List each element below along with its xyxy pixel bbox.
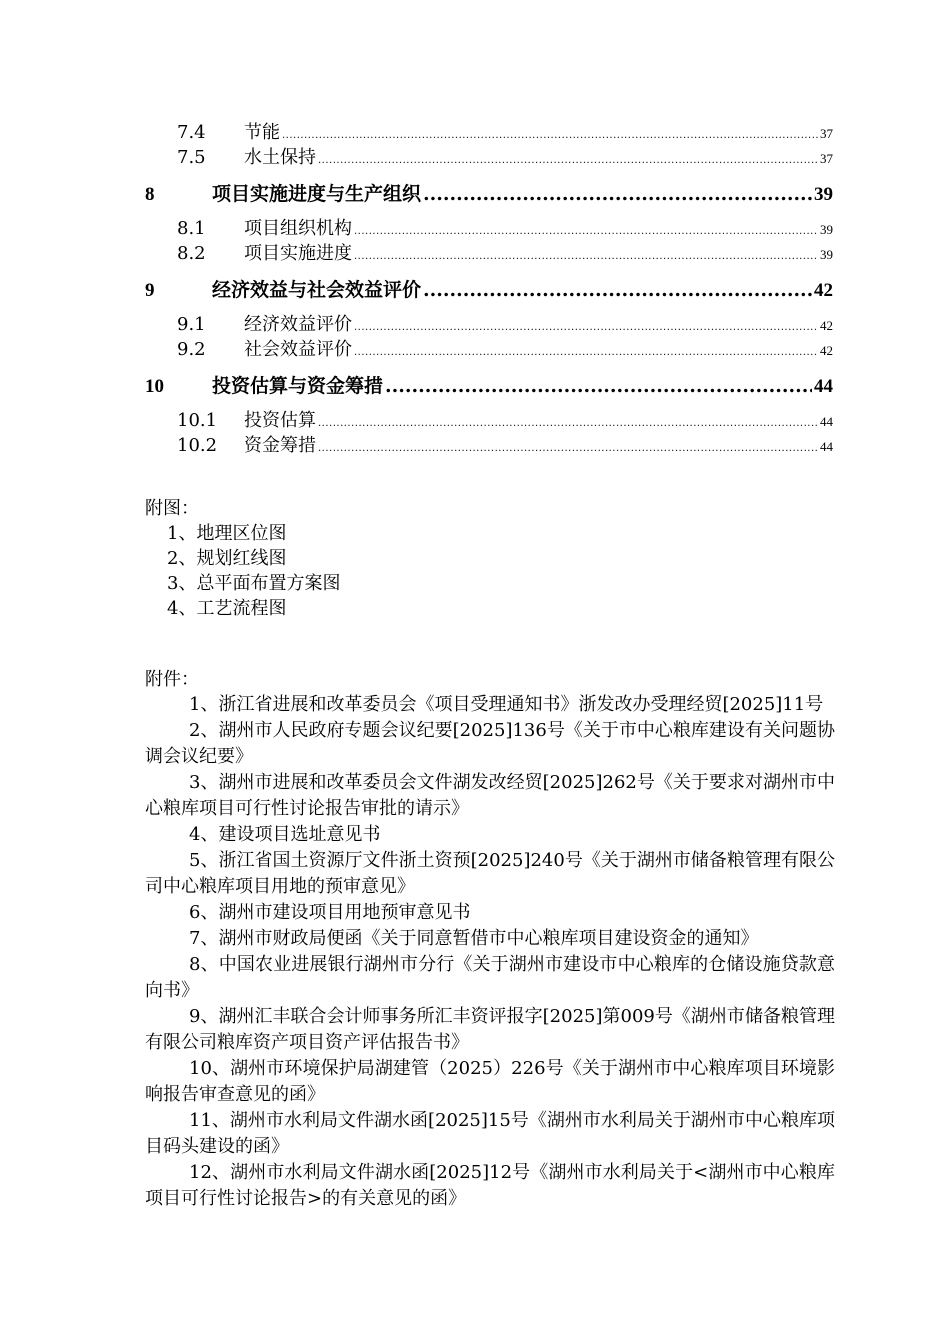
toc-entry-page: 42 bbox=[820, 318, 833, 333]
toc-leader-dots bbox=[354, 251, 818, 262]
attachment-item: 7、湖州市财政局便函《关于同意暂借市中心粮库项目建设资金的通知》 bbox=[189, 928, 759, 949]
toc-entry-number: 9 bbox=[145, 280, 155, 301]
toc-chapter-entry[interactable] bbox=[145, 275, 833, 301]
toc-leader-dots bbox=[385, 375, 812, 397]
toc-entry-title: 社会效益评价 bbox=[244, 339, 352, 360]
toc-entry-page: 37 bbox=[820, 126, 833, 141]
attachment-item: 4、建设项目选址意见书 bbox=[189, 824, 381, 845]
toc-entry-number: 9.2 bbox=[177, 339, 206, 360]
toc-entry[interactable] bbox=[145, 143, 833, 168]
toc-entry-title: 项目组织机构 bbox=[244, 218, 352, 239]
toc-entry-number: 8 bbox=[145, 184, 155, 205]
attachment-item: 1、浙江省进展和改革委员会《项目受理通知书》浙发改办受理经贸[2025]11号 bbox=[189, 694, 824, 715]
toc-entry-page: 44 bbox=[820, 414, 833, 429]
toc-entry-page: 39 bbox=[820, 222, 833, 237]
toc-entry-number: 8.1 bbox=[177, 218, 206, 239]
attachment-item: 12、湖州市水利局文件湖水函[2025]12号《湖州市水利局关于<湖州市中心粮库项目可行性讨论报告>的有关意见的函》 bbox=[145, 1162, 835, 1209]
toc-entry[interactable] bbox=[145, 406, 833, 431]
toc-entry-number: 9.1 bbox=[177, 314, 206, 335]
toc-entry-number: 10.2 bbox=[177, 435, 218, 456]
toc-chapter-entry[interactable] bbox=[145, 371, 833, 397]
toc-entry-page: 44 bbox=[820, 439, 833, 454]
toc-entry[interactable] bbox=[145, 214, 833, 239]
toc-entry-title: 项目实施进度 bbox=[244, 243, 352, 264]
toc-entry-page: 42 bbox=[820, 343, 833, 358]
toc-chapter-entry[interactable] bbox=[145, 179, 833, 205]
attachment-item: 10、湖州市环境保护局湖建管（2025）226号《关于湖州市中心粮库项目环境影响报告审查意见的函》 bbox=[145, 1058, 835, 1105]
toc-leader-dots bbox=[318, 155, 818, 166]
toc-entry-title: 经济效益评价 bbox=[244, 314, 352, 335]
toc-entry[interactable] bbox=[145, 431, 833, 456]
toc-entry-title: 投资估算与资金筹措 bbox=[212, 375, 384, 397]
toc-leader-dots bbox=[354, 226, 818, 237]
figures-list bbox=[145, 496, 835, 621]
toc-entry-title: 水土保持 bbox=[244, 147, 316, 168]
table-of-contents bbox=[145, 118, 833, 456]
toc-entry[interactable] bbox=[145, 335, 833, 360]
attachment-item: 5、浙江省国土资源厅文件浙土资预[2025]240号《关于湖州市储备粮管理有限公司中心粮库项目用地的预审意见》 bbox=[145, 850, 835, 897]
toc-entry-number: 7.4 bbox=[177, 122, 206, 143]
attachment-item: 11、湖州市水利局文件湖水函[2025]15号《湖州市水利局关于湖州市中心粮库项目码头建设的函》 bbox=[145, 1110, 835, 1157]
attachments-list bbox=[145, 667, 835, 1212]
attachments-heading: 附件： bbox=[145, 669, 199, 690]
toc-leader-dots bbox=[354, 322, 818, 333]
toc-entry-number: 10.1 bbox=[177, 410, 218, 431]
toc-leader-dots bbox=[423, 279, 812, 301]
toc-entry[interactable] bbox=[145, 310, 833, 335]
toc-entry-page: 42 bbox=[814, 280, 833, 301]
toc-leader-dots bbox=[318, 443, 818, 454]
toc-entry-page: 44 bbox=[814, 376, 833, 397]
toc-leader-dots bbox=[423, 183, 812, 205]
toc-entry-title: 项目实施进度与生产组织 bbox=[212, 183, 422, 205]
toc-entry-page: 37 bbox=[820, 151, 833, 166]
figure-item: 4、工艺流程图 bbox=[167, 598, 287, 619]
toc-entry-page: 39 bbox=[814, 184, 833, 205]
toc-entry-page: 39 bbox=[820, 247, 833, 262]
attachment-item: 3、湖州市进展和改革委员会文件湖发改经贸[2025]262号《关于要求对湖州市中心粮库项目可行性讨论报告审批的请示》 bbox=[145, 772, 835, 819]
toc-entry[interactable] bbox=[145, 118, 833, 143]
figure-item: 3、总平面布置方案图 bbox=[167, 573, 341, 594]
toc-leader-dots bbox=[318, 418, 818, 429]
figure-item: 1、地理区位图 bbox=[167, 523, 287, 544]
toc-entry-title: 经济效益与社会效益评价 bbox=[212, 279, 422, 301]
toc-leader-dots bbox=[282, 130, 818, 141]
toc-entry[interactable] bbox=[145, 239, 833, 264]
toc-leader-dots bbox=[354, 347, 818, 358]
toc-entry-number: 8.2 bbox=[177, 243, 206, 264]
toc-entry-number: 7.5 bbox=[177, 147, 206, 168]
attachment-item: 2、湖州市人民政府专题会议纪要[2025]136号《关于市中心粮库建设有关问题协调会议纪要》 bbox=[145, 720, 835, 767]
attachment-item: 8、中国农业进展银行湖州市分行《关于湖州市建设市中心粮库的仓储设施贷款意向书》 bbox=[145, 954, 835, 1001]
toc-entry-number: 10 bbox=[145, 376, 164, 397]
attachment-item: 6、湖州市建设项目用地预审意见书 bbox=[189, 902, 471, 923]
figures-heading: 附图： bbox=[145, 498, 199, 519]
attachment-item: 9、湖州汇丰联合会计师事务所汇丰资评报字[2025]第009号《湖州市储备粮管理有限公司粮库资产项目资产评估报告书》 bbox=[145, 1006, 835, 1053]
toc-entry-title: 投资估算 bbox=[244, 410, 316, 431]
toc-entry-title: 节能 bbox=[244, 122, 280, 143]
figure-item: 2、规划红线图 bbox=[167, 548, 287, 569]
toc-entry-title: 资金筹措 bbox=[244, 435, 316, 456]
